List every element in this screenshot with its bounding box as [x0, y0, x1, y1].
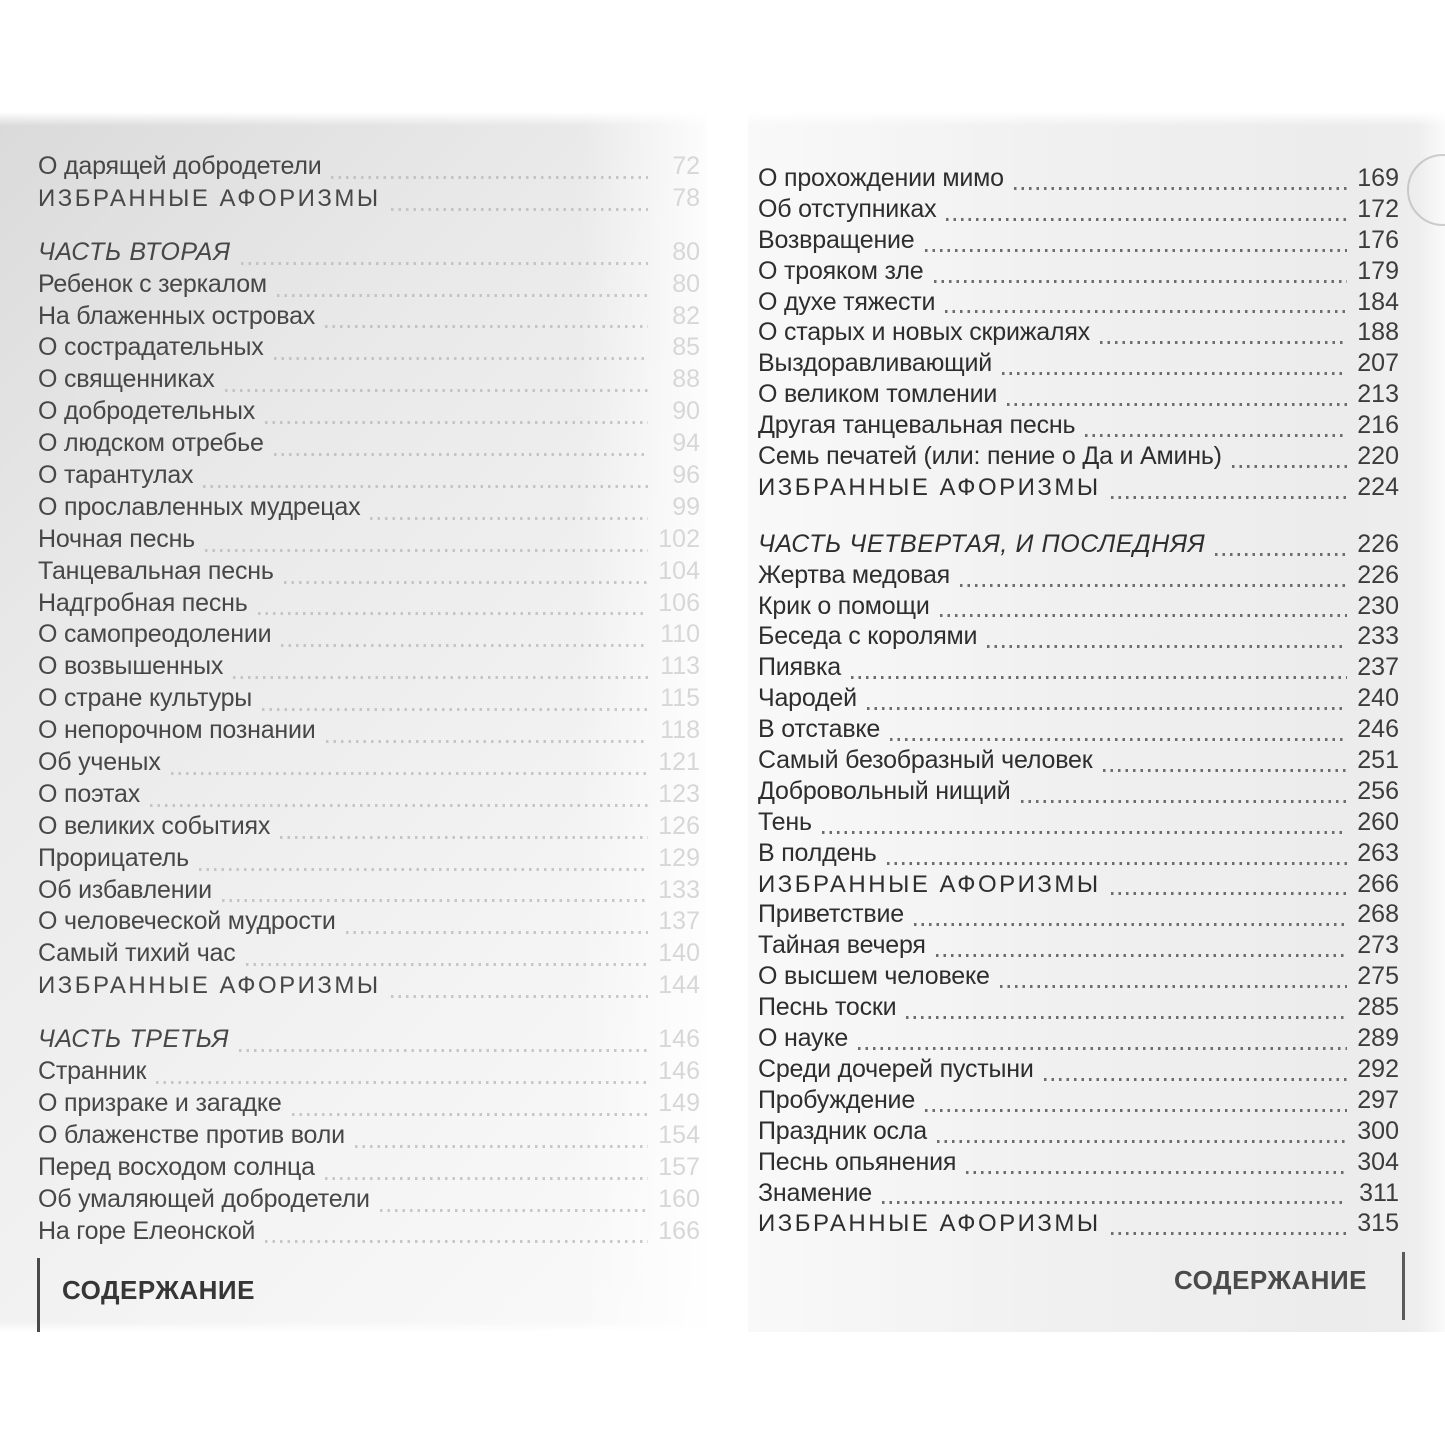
entry-page-number: 72 [672, 152, 700, 180]
entry-page-number: 311 [1359, 1178, 1399, 1207]
dot-leader [822, 831, 1347, 834]
entry-page-number: 80 [672, 269, 700, 298]
entry-title: Самый тихий час [38, 939, 236, 968]
dot-leader [277, 294, 648, 297]
entry-title: Об избавлении [38, 875, 212, 904]
toc-entry [38, 333, 700, 365]
entry-page-number: 137 [658, 907, 700, 936]
dot-leader [391, 208, 648, 211]
dot-leader [203, 485, 648, 488]
dot-leader [150, 804, 648, 807]
entry-title: О великом томлении [758, 380, 998, 409]
entry-page-number: 82 [672, 301, 700, 330]
entry-title: Странник [38, 1057, 147, 1086]
entry-title: ИЗБРАННЫЕ АФОРИЗМЫ [38, 972, 381, 1000]
toc-entry [38, 971, 700, 1003]
entry-title: О тарантулах [38, 461, 194, 490]
dot-leader [936, 954, 1347, 957]
entry-title: О науке [758, 1024, 849, 1053]
toc-entry [38, 397, 700, 429]
entry-title: Об отступниках [758, 194, 937, 223]
entry-page-number: 78 [672, 183, 700, 212]
dot-leader [940, 614, 1347, 617]
dot-leader [987, 645, 1347, 648]
entry-title: Перед восходом солнца [38, 1152, 315, 1181]
entry-page-number: 126 [658, 811, 700, 840]
toc-entry [758, 1148, 1399, 1179]
entry-title: Ребенок с зеркалом [38, 269, 267, 298]
toc-entry [758, 746, 1399, 777]
entry-page-number: 123 [658, 779, 700, 808]
entry-page-number: 121 [658, 748, 700, 777]
dot-leader [205, 549, 648, 552]
entry-title: Знамение [758, 1178, 872, 1207]
entry-title: На горе Елеонской [38, 1216, 256, 1245]
dot-leader [867, 707, 1347, 710]
toc-entry [38, 844, 700, 876]
entry-page-number: 300 [1357, 1116, 1399, 1145]
toc-entry [758, 684, 1399, 715]
page-curl-mark [1407, 154, 1445, 226]
dot-leader [1103, 769, 1348, 772]
entry-page-number: 285 [1357, 993, 1399, 1022]
entry-page-number: 85 [672, 333, 700, 362]
dot-leader [274, 453, 648, 456]
dot-leader [280, 836, 648, 839]
entry-page-number: 88 [672, 365, 700, 394]
toc-entry [38, 748, 700, 780]
toc-entry [758, 715, 1399, 746]
dot-leader [1111, 1232, 1347, 1235]
entry-page-number: 146 [658, 1025, 700, 1054]
toc-entry [38, 557, 700, 589]
entry-title: Пиявка [758, 653, 841, 682]
dot-leader [906, 1016, 1347, 1019]
entry-title: Надгробная песнь [38, 588, 248, 617]
entry-page-number: 226 [1357, 529, 1399, 558]
toc-entry [758, 931, 1399, 962]
toc-entry [758, 561, 1399, 592]
dot-leader [325, 325, 648, 328]
dot-leader [1044, 1078, 1347, 1081]
entry-title: Танцевальная песнь [38, 556, 274, 585]
dot-leader [946, 218, 1347, 221]
toc-entry [758, 164, 1399, 195]
entry-page-number: 263 [1357, 838, 1399, 867]
entry-title: О поэтах [38, 779, 141, 808]
entry-page-number: 237 [1357, 653, 1399, 682]
toc-entry [38, 780, 700, 812]
entry-title: Беседа с королями [758, 622, 978, 651]
entry-page-number: 149 [658, 1088, 700, 1117]
entry-title: Жертва медовая [758, 560, 951, 589]
dot-leader [284, 581, 648, 584]
toc-entry [38, 365, 700, 397]
entry-page-number: 315 [1357, 1209, 1399, 1238]
dot-leader [233, 676, 648, 679]
dot-leader [156, 1081, 648, 1084]
entry-page-number: 220 [1357, 442, 1399, 471]
entry-page-number: 266 [1357, 869, 1399, 898]
entry-title: О стране культуры [38, 684, 253, 713]
dot-leader [262, 708, 648, 711]
toc-entry [758, 962, 1399, 993]
toc-entry [758, 318, 1399, 349]
dot-leader [858, 1047, 1347, 1050]
toc-entry [758, 839, 1399, 870]
entry-page-number: 224 [1357, 472, 1399, 501]
entry-title: О священниках [38, 365, 215, 394]
entry-page-number: 90 [672, 397, 700, 426]
dot-leader [331, 176, 648, 179]
entry-page-number: 251 [1357, 746, 1399, 775]
entry-title: Тайная вечеря [758, 931, 926, 960]
entry-page-number: 169 [1357, 164, 1399, 192]
section-gap [38, 1003, 700, 1025]
entry-page-number: 230 [1357, 591, 1399, 620]
entry-title: Выздоравливающий [758, 349, 993, 378]
right-footer-heading: СОДЕРЖАНИЕ [1174, 1265, 1367, 1295]
left-page [0, 112, 706, 1332]
toc-entry [758, 870, 1399, 901]
entry-title: О старых и новых скрижалях [758, 318, 1090, 347]
dot-leader [937, 1140, 1347, 1143]
entry-title: Песнь опьянения [758, 1147, 957, 1176]
toc-entry [758, 442, 1399, 473]
entry-title: На блаженных островах [38, 301, 316, 330]
dot-leader [292, 1113, 648, 1116]
toc-entry [758, 1117, 1399, 1148]
entry-title: Чародей [758, 684, 857, 713]
left-footer-heading: СОДЕРЖАНИЕ [62, 1275, 255, 1305]
dot-leader [222, 899, 648, 902]
entry-title: О людском отребье [38, 429, 264, 458]
entry-page-number: 213 [1357, 380, 1399, 409]
toc-part-header [758, 530, 1399, 561]
toc-entry [38, 812, 700, 844]
entry-page-number: 256 [1357, 776, 1399, 805]
entry-page-number: 160 [658, 1184, 700, 1213]
dot-leader [325, 1177, 648, 1180]
entry-page-number: 292 [1357, 1054, 1399, 1083]
entry-title: Семь печатей (или: пение о Да и Аминь) [758, 442, 1222, 471]
toc-entry [38, 525, 700, 557]
entry-title: ЧАСТЬ ТРЕТЬЯ [38, 1025, 230, 1054]
entry-title: ИЗБРАННЫЕ АФОРИЗМЫ [38, 184, 381, 212]
entry-title: Крик о помощи [758, 591, 930, 620]
section-gap [38, 216, 700, 238]
dot-leader [934, 280, 1347, 283]
entry-page-number: 172 [1357, 194, 1399, 223]
dot-leader [265, 1240, 648, 1243]
toc-entry [38, 1185, 700, 1217]
dot-leader [966, 1171, 1347, 1174]
entry-page-number: 96 [672, 461, 700, 490]
toc-entry [38, 461, 700, 493]
entry-page-number: 226 [1357, 560, 1399, 589]
entry-title: Пробуждение [758, 1085, 916, 1114]
entry-title: О добродетельных [38, 397, 256, 426]
entry-page-number: 179 [1357, 256, 1399, 285]
dot-leader [1215, 553, 1347, 556]
dot-leader [225, 389, 649, 392]
toc-entry [758, 349, 1399, 380]
toc-entry [38, 1089, 700, 1121]
toc-entry [38, 1057, 700, 1089]
entry-title: О трояком зле [758, 256, 924, 285]
dot-leader [1014, 187, 1347, 190]
toc-entry [38, 1217, 700, 1249]
entry-title: Тень [758, 807, 812, 836]
entry-title: Приветствие [758, 900, 904, 929]
entry-page-number: 188 [1357, 318, 1399, 347]
entry-page-number: 260 [1357, 807, 1399, 836]
toc-entry [758, 592, 1399, 623]
dot-leader [1007, 403, 1347, 406]
dot-leader [326, 740, 648, 743]
dot-leader [925, 1109, 1347, 1112]
right-footer-rule [1402, 1252, 1405, 1320]
entry-page-number: 99 [672, 492, 700, 521]
entry-title: Прорицатель [38, 843, 189, 872]
toc-entry [758, 288, 1399, 319]
dot-leader [887, 862, 1347, 865]
toc-entry [758, 1055, 1399, 1086]
dot-leader [199, 868, 648, 871]
toc-entry [758, 808, 1399, 839]
dot-leader [265, 421, 648, 424]
dot-leader [914, 923, 1347, 926]
dot-leader [171, 772, 648, 775]
entry-title: Добровольный нищий [758, 776, 1011, 805]
toc-entry [758, 1086, 1399, 1117]
dot-leader [246, 963, 648, 966]
right-page-toc [758, 164, 1399, 1240]
entry-page-number: 184 [1357, 287, 1399, 316]
entry-page-number: 154 [658, 1120, 700, 1149]
entry-title: ИЗБРАННЫЕ АФОРИЗМЫ [758, 473, 1101, 501]
entry-title: О сострадательных [38, 333, 264, 362]
toc-entry [38, 1121, 700, 1153]
entry-title: О прохождении мимо [758, 164, 1004, 192]
dot-leader [1111, 892, 1347, 895]
left-footer-rule [37, 1258, 40, 1332]
entry-title: ИЗБРАННЫЕ АФОРИЗМЫ [758, 870, 1101, 898]
dot-leader [925, 249, 1347, 252]
toc-entry [758, 1024, 1399, 1055]
dot-leader [890, 738, 1347, 741]
dot-leader [355, 1145, 648, 1148]
entry-page-number: 233 [1357, 622, 1399, 651]
dot-leader [1111, 496, 1347, 499]
dot-leader [380, 1209, 648, 1212]
entry-page-number: 113 [660, 652, 700, 681]
entry-title: Самый безобразный человек [758, 746, 1093, 775]
entry-title: Возвращение [758, 225, 915, 254]
toc-entry [38, 429, 700, 461]
dot-leader [945, 310, 1347, 313]
entry-title: О высшем человеке [758, 962, 990, 991]
toc-entry [38, 1153, 700, 1185]
entry-title: В полдень [758, 838, 877, 867]
entry-page-number: 115 [660, 684, 700, 713]
toc-entry [38, 589, 700, 621]
toc-entry [38, 907, 700, 939]
entry-title: Ночная песнь [38, 524, 195, 553]
entry-page-number: 80 [672, 237, 700, 266]
entry-page-number: 157 [658, 1152, 700, 1181]
toc-entry [38, 302, 700, 334]
entry-page-number: 110 [660, 620, 700, 649]
entry-title: В отставке [758, 715, 881, 744]
toc-entry [38, 716, 700, 748]
entry-title: О человеческой мудрости [38, 907, 336, 936]
toc-entry [758, 380, 1399, 411]
entry-title: О дарящей добродетели [38, 152, 322, 180]
section-gap [758, 504, 1399, 530]
dot-leader [1021, 800, 1347, 803]
toc-entry [38, 184, 700, 216]
entry-title: О самопреодолении [38, 620, 272, 649]
entry-page-number: 176 [1357, 225, 1399, 254]
entry-title: Об ученых [38, 748, 161, 777]
entry-page-number: 118 [660, 716, 700, 745]
dot-leader [239, 1049, 648, 1052]
entry-page-number: 207 [1357, 349, 1399, 378]
dot-leader [281, 644, 648, 647]
toc-entry [38, 493, 700, 525]
entry-title: О возвышенных [38, 652, 224, 681]
toc-entry [38, 876, 700, 908]
toc-entry [38, 939, 700, 971]
toc-entry [38, 152, 700, 184]
dot-leader [851, 676, 1347, 679]
entry-title: Песнь тоски [758, 993, 897, 1022]
toc-entry [38, 270, 700, 302]
toc-part-header [38, 238, 700, 270]
entry-title: Среди дочерей пустыни [758, 1054, 1034, 1083]
entry-title: ЧАСТЬ ЧЕТВЕРТАЯ, И ПОСЛЕДНЯЯ [758, 529, 1206, 558]
dot-leader [882, 1201, 1347, 1204]
entry-page-number: 275 [1357, 962, 1399, 991]
toc-entry [38, 684, 700, 716]
toc-entry [758, 411, 1399, 442]
toc-entry [758, 653, 1399, 684]
toc-entry [758, 777, 1399, 808]
toc-entry [758, 900, 1399, 931]
entry-page-number: 140 [658, 939, 700, 968]
entry-title: О духе тяжести [758, 287, 936, 316]
dot-leader [1002, 372, 1347, 375]
dot-leader [370, 517, 648, 520]
entry-page-number: 94 [672, 429, 700, 458]
entry-title: О непорочном познании [38, 716, 316, 745]
toc-entry [758, 473, 1399, 504]
entry-page-number: 297 [1357, 1085, 1399, 1114]
dot-leader [1085, 434, 1347, 437]
entry-page-number: 289 [1357, 1024, 1399, 1053]
dot-leader [1100, 341, 1347, 344]
toc-entry [38, 620, 700, 652]
dot-leader [960, 584, 1347, 587]
entry-page-number: 129 [658, 843, 700, 872]
entry-page-number: 146 [658, 1057, 700, 1086]
entry-title: Праздник осла [758, 1116, 927, 1145]
left-page-toc [38, 152, 700, 1248]
toc-entry [758, 993, 1399, 1024]
toc-entry [758, 622, 1399, 653]
toc-part-header [38, 1025, 700, 1057]
entry-page-number: 268 [1357, 900, 1399, 929]
entry-page-number: 104 [658, 556, 700, 585]
toc-entry [758, 226, 1399, 257]
dot-leader [258, 612, 648, 615]
entry-page-number: 144 [658, 971, 700, 1000]
toc-entry [38, 652, 700, 684]
entry-page-number: 240 [1357, 684, 1399, 713]
entry-title: Другая танцевальная песнь [758, 411, 1076, 440]
dot-leader [1232, 465, 1347, 468]
entry-page-number: 216 [1357, 411, 1399, 440]
toc-entry [758, 257, 1399, 288]
entry-title: О прославленных мудрецах [38, 492, 361, 521]
entry-title: О блаженстве против воли [38, 1120, 345, 1149]
dot-leader [1000, 985, 1347, 988]
toc-entry [758, 1179, 1399, 1210]
entry-title: Об умаляющей добродетели [38, 1184, 370, 1213]
toc-entry [758, 1209, 1399, 1240]
dot-leader [346, 931, 648, 934]
entry-title: О призраке и загадке [38, 1088, 282, 1117]
entry-page-number: 166 [658, 1216, 700, 1245]
dot-leader [391, 995, 648, 998]
entry-title: ИЗБРАННЫЕ АФОРИЗМЫ [758, 1210, 1101, 1238]
toc-entry [758, 195, 1399, 226]
entry-page-number: 273 [1357, 931, 1399, 960]
entry-page-number: 304 [1357, 1147, 1399, 1176]
entry-title: ЧАСТЬ ВТОРАЯ [38, 237, 231, 266]
dot-leader [274, 357, 648, 360]
dot-leader [241, 262, 648, 265]
right-page [748, 112, 1445, 1332]
entry-page-number: 102 [658, 524, 700, 553]
entry-title: О великих событиях [38, 811, 271, 840]
entry-page-number: 106 [658, 588, 700, 617]
entry-page-number: 133 [658, 875, 700, 904]
entry-page-number: 246 [1357, 715, 1399, 744]
